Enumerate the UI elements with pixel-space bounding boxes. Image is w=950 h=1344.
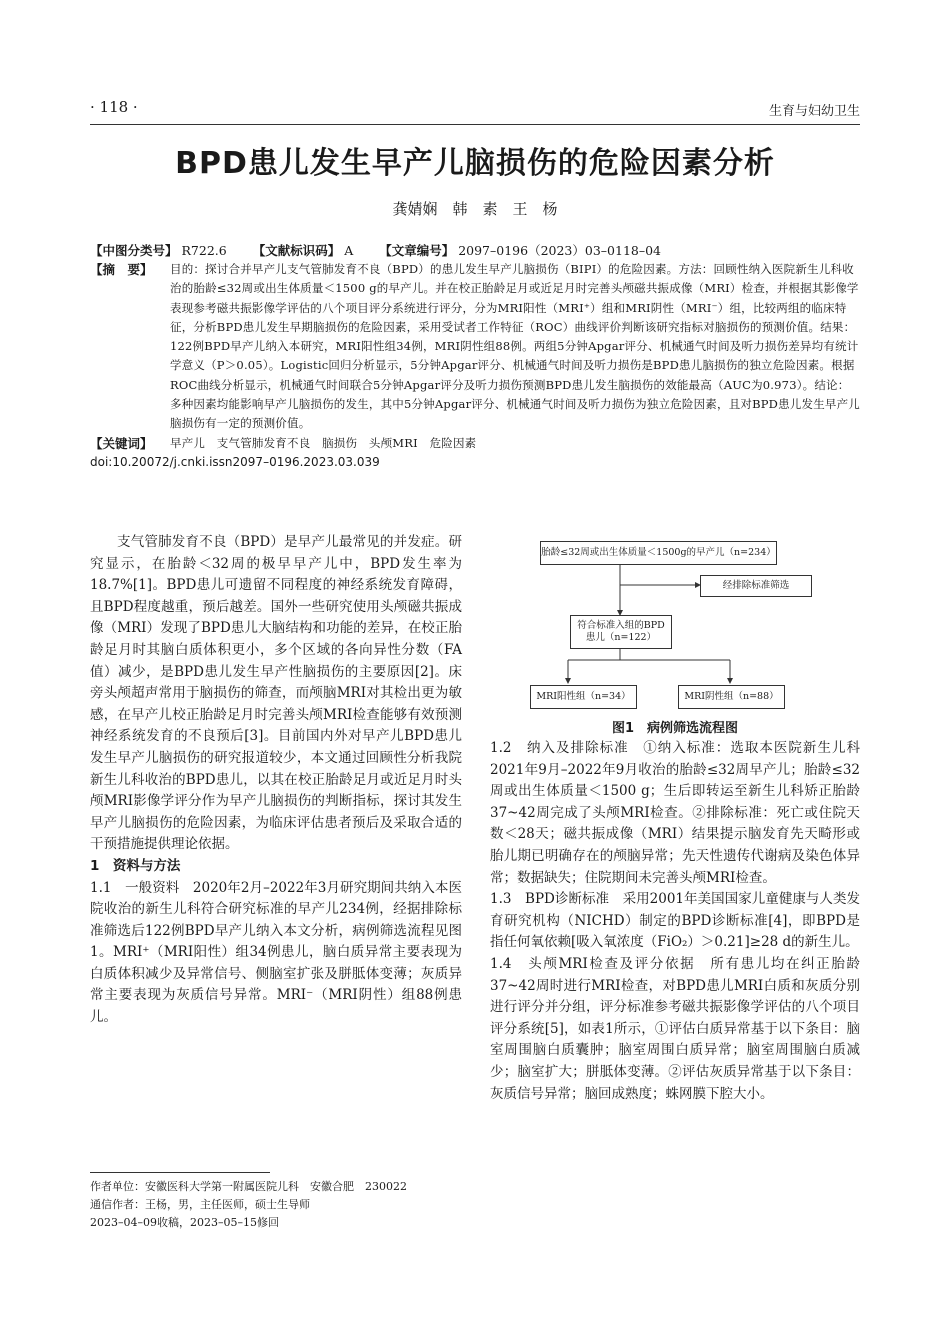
page-number: · 118 · bbox=[90, 98, 138, 116]
running-header bbox=[90, 98, 860, 125]
figure-caption: 图1 病例筛选流程图 bbox=[611, 721, 739, 736]
flow-box-mri-negative: MRI阴性组（n=88） bbox=[678, 685, 785, 709]
flow-box-all: 胎龄≤32周或出生体质量＜1500g的早产儿（n=234） bbox=[540, 541, 777, 565]
paragraph-1-1: 1.1 一般资料 2020年2月–2022年3月研究期间共纳入本医院收治的新生儿科符合研究标准的早产儿234例，经据排除标准筛选后122例BPD早产儿纳入本文分析，病例筛选流程见图1。MRI⁺（MRI阳性）组34例患儿，脑白质异常主要表现为白质体积减少及异常信号、侧脑室扩张及胼胝体变薄；灰质异常主要表现为灰质信号异常。MRI⁻（MRI阴性）组88例患儿。 bbox=[90, 879, 462, 1026]
flow-box-enrolled-line1: 符合标准入组的BPD bbox=[577, 620, 665, 631]
article-metadata bbox=[90, 241, 860, 472]
footnote-rule bbox=[90, 1172, 270, 1173]
left-column bbox=[90, 532, 462, 1029]
abstract bbox=[90, 260, 860, 434]
doc-code-label: 【文献标识码】 bbox=[252, 243, 341, 258]
article-number-label: 【文章编号】 bbox=[379, 243, 455, 258]
journal-name: 生育与妇幼卫生 bbox=[768, 104, 860, 119]
article-number-value: 2097–0196（2023）03–0118–04 bbox=[458, 243, 662, 258]
classification-row bbox=[90, 241, 860, 260]
doc-code-value: A bbox=[344, 243, 354, 258]
keywords bbox=[90, 434, 860, 453]
affiliation: 作者单位：安徽医科大学第一附属医院儿科 安徽合肥 230022 bbox=[90, 1180, 407, 1193]
intro-paragraph: 支气管肺发育不良（BPD）是早产儿最常见的并发症。研究显示，在胎龄＜32周的极早早产儿中，BPD发生率为18.7%[1]。BPD患儿可遗留不同程度的神经系统发育障碍，且BPD程度越重，预后越差。国外一些研究使用头颅磁共振成像（MRI）发现了BPD患儿大脑结构和功能的差异，在校正胎龄足月时其脑白质体积更小，多个区域的各向异性分数（FA值）减少，是BPD患儿发生早产性脑损伤的主要原因[2]。床旁头颅超声常用于脑损伤的筛查，而颅脑MRI对其检出更为敏感，在早产儿校正胎龄足月时完善头颅MRI检查能够有效预测神经系统发育的不良预后[3]。目前国内外对早产儿BPD患儿发生早产儿脑损伤的研究报道较少，本文通过回顾性分析我院新生儿科收治的BPD患儿，以其在校正胎龄足月或近足月时头颅MRI影像学评分作为早产儿脑损伤的判断指标，探讨其发生早产儿脑损伤的危险因素，为临床评估患者预后及采取合适的干预措施提供理论依据。 bbox=[90, 534, 462, 853]
flowchart-figure bbox=[530, 535, 840, 715]
flow-box-mri-positive: MRI阳性组（n=34） bbox=[530, 685, 637, 709]
doi: doi:10.20072/j.cnki.issn2097–0196.2023.03.039 bbox=[90, 454, 380, 469]
abstract-text: 目的：探讨合并早产儿支气管肺发育不良（BPD）的患儿发生早产儿脑损伤（BIPI）的危险因素。方法：回顾性纳入医院新生儿科收治的胎龄≤32周或出生体质量＜1500 g的早产儿。并在校正胎龄足月或近足月时完善头颅磁共振成像（MRI）检查，并根据其影像学表现参考磁共振影像学评估的八个项目评分系统进行评分，分为MRI阳性（MRI⁺）组和MRI阴性（MRI⁻）组，比较两组的临床特征，分析BPD患儿发生早期脑损伤的危险因素，采用受试者工作特征（ROC）曲线评价判断该研究指标对脑损伤的预测价值。结果：122例BPD早产儿纳入本研究，MRI阳性组34例，MRI阴性组88例。两组5分钟Apgar评分、机械通气时间及听力损伤差异均有统计学意义（P＞0.05）。Logistic回归分析显示，5分钟Apgar评分、机械通气时间及听力损伤是BPD患儿脑损伤的独立危险因素。根据ROC曲线分析显示，机械通气时间联合5分钟Apgar评分及听力损伤预测BPD患儿发生脑损伤的效能最高（AUC为0.973）。结论：多种因素均能影响早产儿脑损伤的发生，其中5分钟Apgar评分、机械通气时间及听力损伤为独立危险因素，且对BPD患儿发生早产儿脑损伤有一定的预测价值。 bbox=[170, 262, 861, 431]
paragraph-1-3: 1.3 BPD诊断标准 采用2001年美国国家儿童健康与人类发育研究机构（NICHD）制定的BPD诊断标准[4]，即BPD是指任何氧依赖[吸入氧浓度（FiO₂）＞0.21]≥28 d的新生儿。 bbox=[490, 891, 860, 951]
abstract-label: 【摘 要】 bbox=[90, 262, 153, 277]
corresponding-author: 通信作者：王杨，男，主任医师，硕士生导师 bbox=[90, 1198, 310, 1211]
clc-label: 【中图分类号】 bbox=[90, 243, 178, 258]
section-heading: 1 资料与方法 bbox=[90, 857, 181, 874]
keywords-label: 【关键词】 bbox=[90, 435, 153, 451]
flow-box-enrolled bbox=[570, 615, 672, 649]
clc-value: R722.6 bbox=[181, 243, 227, 258]
received-dates: 2023–04–09收稿，2023–05–15修回 bbox=[90, 1216, 279, 1229]
flow-box-enrolled-line2: 患儿（n=122） bbox=[585, 632, 657, 643]
keywords-text: 早产儿 支气管肺发育不良 脑损伤 头颅MRI 危险因素 bbox=[170, 435, 477, 450]
author-list: 龚婧娴 韩 素 王 杨 bbox=[392, 200, 558, 218]
flow-box-excluded: 经排除标准筛选 bbox=[700, 575, 812, 597]
paragraph-1-4: 1.4 头颅MRI检查及评分依据 所有患儿均在纠正胎龄37~42周时进行MRI检查，对BPD患儿MRI白质和灰质分别进行评分并分组，评分标准参考磁共振影像学评估的八个项目评分系统[5]，如表1所示，①评估白质异常基于以下条目：脑室周围脑白质囊肿；脑室周围白质异常；脑室周围脑白质减少；脑室扩大；胼胝体变薄。②评估灰质异常基于以下条目：灰质信号异常；脑回成熟度；蛛网膜下腔大小。 bbox=[490, 955, 860, 1102]
paragraph-1-2: 1.2 纳入及排除标准 ①纳入标准：选取本医院新生儿科2021年9月–2022年9月收治的胎龄≤32周早产儿；胎龄≤32周或出生体质量＜1500 g；生后即转运至新生儿科矫正胎龄37~42周完成了头颅MRI检查。②排除标准：死亡或住院天数＜28天；磁共振成像（MRI）结果提示脑发育先天畸形或胎儿期已明确存在的颅脑异常；先天性遗传代谢病及染色体异常；数据缺失；住院期间未完善头颅MRI检查。 bbox=[490, 740, 860, 886]
footnotes bbox=[90, 1178, 470, 1232]
right-column bbox=[490, 738, 860, 1105]
article-title: BPD患儿发生早产儿脑损伤的危险因素分析 bbox=[175, 146, 775, 181]
